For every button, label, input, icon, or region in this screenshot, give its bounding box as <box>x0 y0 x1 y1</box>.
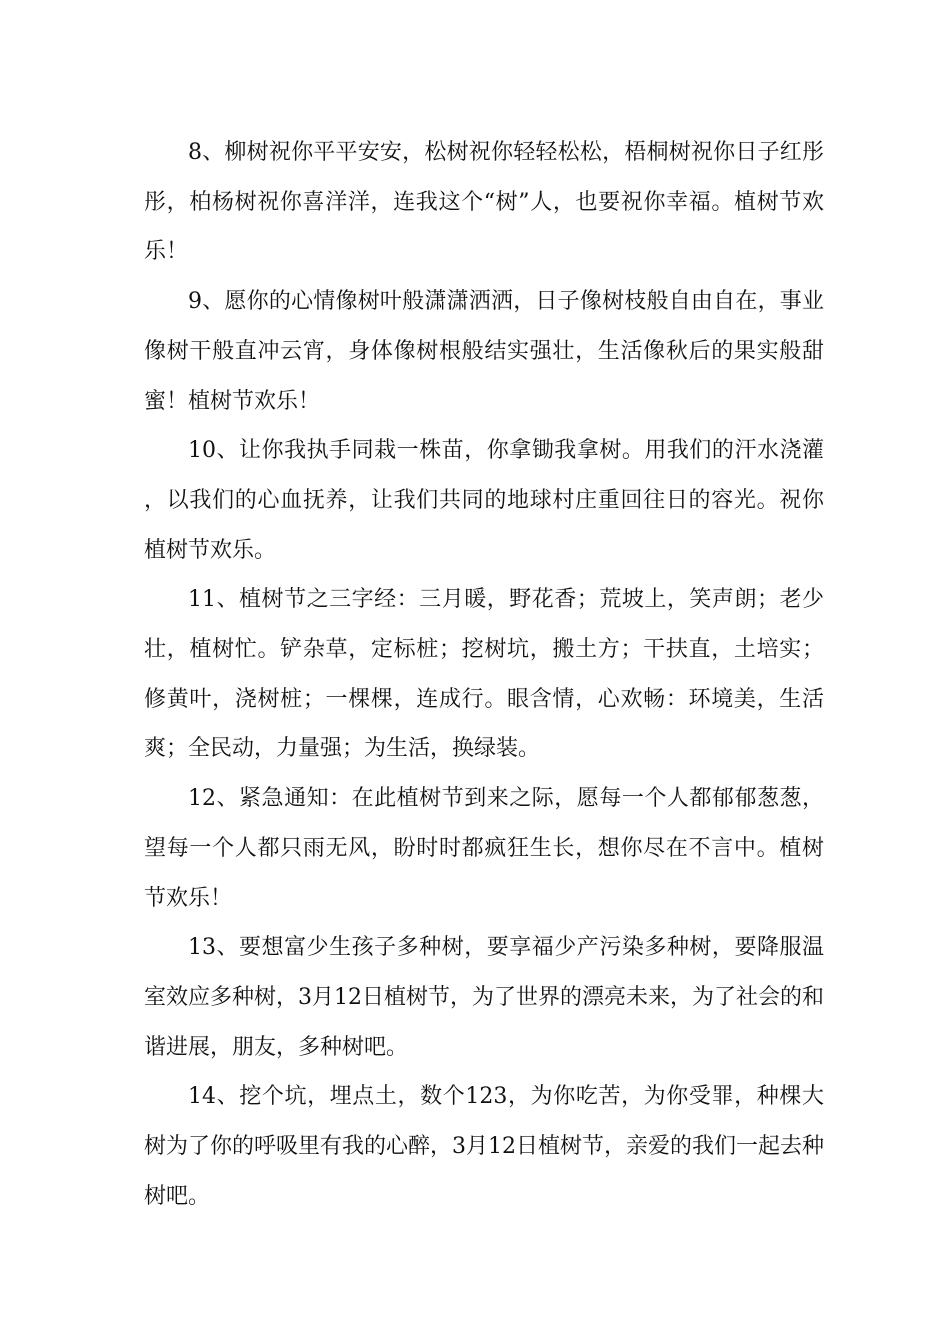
paragraph-14: 14、挖个坑，埋点土，数个123，为你吃苦，为你受罪，种棵大树为了你的呼吸里有我的心醉，3月12日植树节，亲爱的我们一起去种树吧。 <box>144 1084 824 1209</box>
paragraph-9: 9、愿你的心情像树叶般潇潇洒洒，日子像树枝般自由自在，事业像树干般直冲云宵，身体像树根般结实强壮，生活像秋后的果实般甜蜜！植树节欢乐！ <box>144 289 824 414</box>
document-body <box>144 128 824 1221</box>
paragraph-12: 12、紧急通知：在此植树节到来之际，愿每一个人都郁郁葱葱，望每一个人都只雨无风，盼时时都疯狂生长，想你尽在不言中。植树节欢乐！ <box>144 786 824 911</box>
paragraph-13: 13、要想富少生孩子多种树，要享福少产污染多种树，要降服温室效应多种树，3月12日植树节，为了世界的漂亮未来，为了社会的和谐进展，朋友，多种树吧。 <box>144 935 824 1060</box>
paragraph-8: 8、柳树祝你平平安安，松树祝你轻轻松松，梧桐树祝你日子红彤彤，柏杨树祝你喜洋洋，连我这个“树”人，也要祝你幸福。植树节欢乐！ <box>144 140 824 265</box>
paragraph-11: 11、植树节之三字经：三月暖，野花香；荒坡上，笑声朗；老少壮，植树忙。铲杂草，定标桩；挖树坑，搬土方；干扶直，土培实；修黄叶，浇树桩；一棵棵，连成行。眼含情，心欢畅：环境美，生活爽；全民动，力量强；为生活，换绿装。 <box>144 587 824 762</box>
paragraph-10: 10、让你我执手同栽一株苗，你拿锄我拿树。用我们的汗水浇灌，以我们的心血抚养，让我们共同的地球村庄重回往日的容光。祝你植树节欢乐。 <box>144 438 824 563</box>
